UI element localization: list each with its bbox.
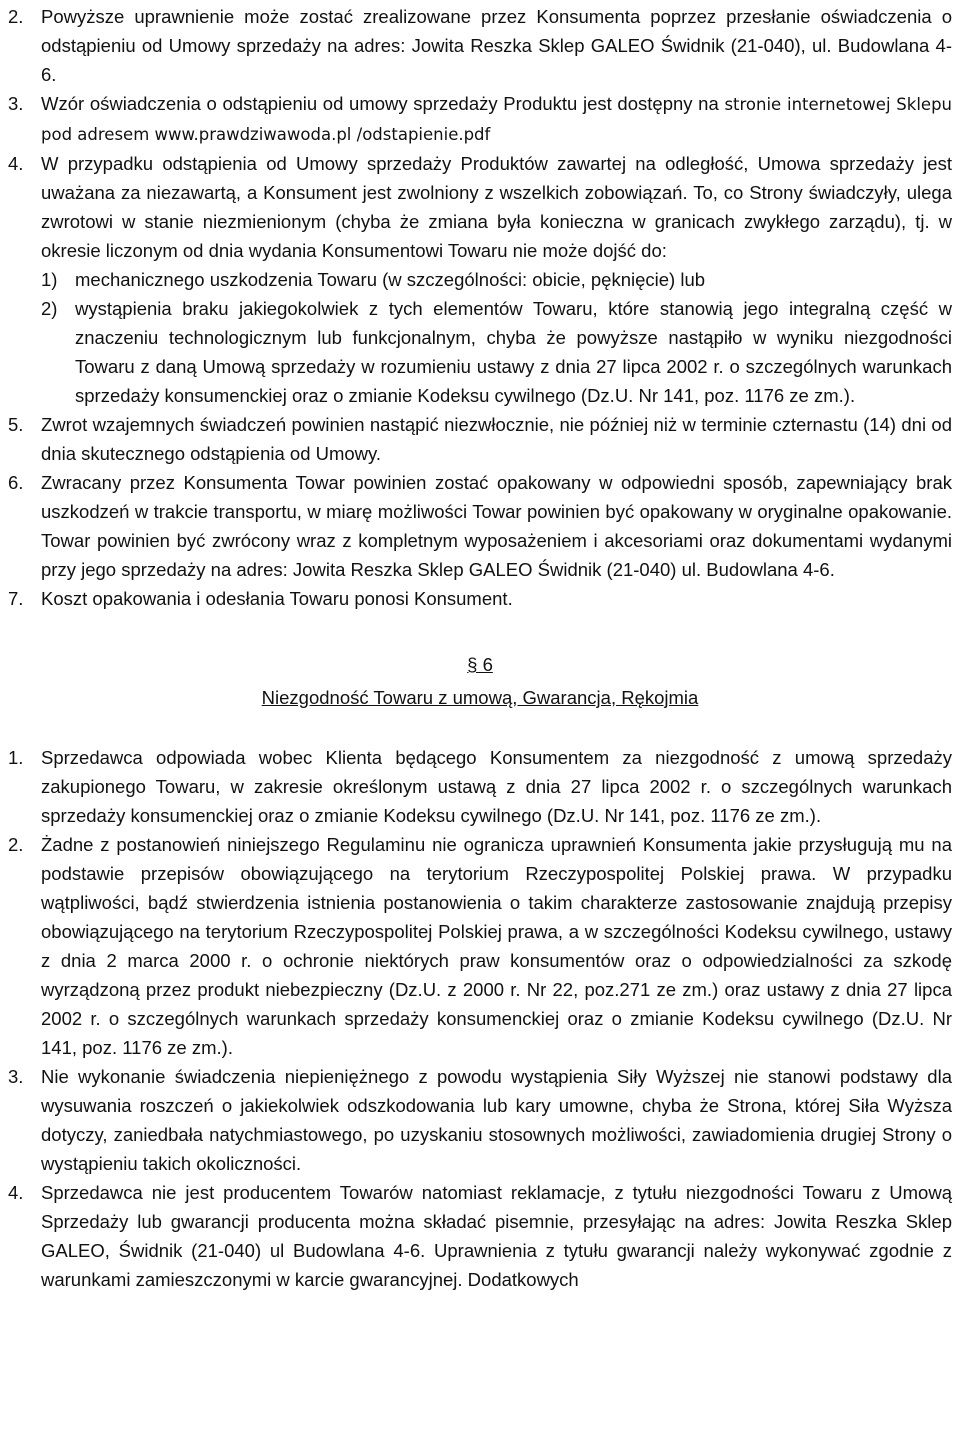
item-number: 7. <box>8 588 24 609</box>
item-text-url: stronie internetowej Sklepu pod adresem www.prawdziwawoda.pl /odstapienie.pdf <box>41 95 953 144</box>
item-text: Żadne z postanowień niniejszego Regulaminu nie ogranicza uprawnień Konsumenta jakie przysługują mu na podstawie przepisów obowiązującego na terytorium Rzeczypospolitej Polskiej prawa. W przypadku wątpliwości, bądź stwierdzenia istnienia postanowienia o takim charakterze zastosowanie znajdują przepisy obowiązującego na terytorium Rzeczypospolitej Polskiej prawa, a w szczególności Kodeksu cywilnego, ustawy z dnia 2 marca 2000 r. o ochronie niektórych praw konsumentów oraz o odpowiedzialności za szkodę wyrządzoną przez produkt niebezpieczny (Dz.U. z 2000 r. Nr 22, poz.271 ze zm.) oraz ustawy z dnia 27 lipca 2002 r. o szczególnych warunkach sprzedaży konsumenckiej oraz o zmianie Kodeksu cywilnego (Dz.U. Nr 141, poz. 1176 ze zm.). <box>41 834 952 1058</box>
item-number: 1. <box>8 747 24 768</box>
item-text: Nie wykonanie świadczenia niepieniężnego z powodu wystąpienia Siły Wyższej nie stanowi podstawy dla wysuwania roszczeń o jakiekolwiek odszkodowania lub kary umowne, chyba że Strona, której Siła Wyższa dotyczy, zaniedbała natychmiastowego, po uzyskaniu stosownych możliwości, zawiadomienia drugiej Strony o wystąpieniu takich okoliczności. <box>41 1066 952 1174</box>
list-item-7 <box>8 584 952 613</box>
sub-item-1 <box>41 265 952 294</box>
item-text: Zwracany przez Konsumenta Towar powinien zostać opakowany w odpowiedni sposób, zapewniający brak uszkodzeń w trakcie transportu, w miarę możliwości Towar powinien być opakowany w oryginalne opakowanie. Towar powinien być zwrócony wraz z kompletnym wyposażeniem i akcesoriami oraz dokumentami wydanymi przy jego sprzedaży na adres: Jowita Reszka Sklep GALEO Świdnik (21-040) ul. Budowlana 4-6. <box>41 472 952 580</box>
item-number: 3. <box>8 93 24 114</box>
list-item-3 <box>8 89 952 149</box>
item-number: 4. <box>8 153 24 174</box>
item-text: Koszt opakowania i odesłania Towaru ponosi Konsument. <box>41 588 513 609</box>
sub-list <box>41 265 952 410</box>
sub-item-text: wystąpienia braku jakiegokolwiek z tych elementów Towaru, które stanowią jego integralną część w znaczeniu technologicznym lub funkcjonalnym, chyba że powyższe nastąpiło w wyniku niezgodności Towaru z daną Umową sprzedaży w rozumieniu ustawy z dnia 27 lipca 2002 r. o szczególnych warunkach sprzedaży konsumenckiej oraz o zmianie Kodeksu cywilnego (Dz.U. Nr 141, poz. 1176 ze zm.). <box>75 298 952 406</box>
item-text: Wzór oświadczenia o odstąpieniu od umowy sprzedaży Produktu jest dostępny na <box>41 93 719 114</box>
item-number: 2. <box>8 6 24 27</box>
sub-item-2 <box>41 294 952 410</box>
section-title: Niezgodność Towaru z umową, Gwarancja, Rękojmia <box>261 687 699 708</box>
section-number: § 6 <box>467 654 493 675</box>
item-number: 4. <box>8 1182 24 1203</box>
list-item-3 <box>8 1062 952 1178</box>
item-number: 5. <box>8 414 24 435</box>
list-item-6 <box>8 468 952 584</box>
list-item-5 <box>8 410 952 468</box>
item-text: Sprzedawca nie jest producentem Towarów natomiast reklamacje, z tytułu niezgodności Towaru z Umową Sprzedaży lub gwarancji producenta można składać pisemnie, przesyłając na adres: Jowita Reszka Sklep GALEO, Świdnik (21-040) ul Budowlana 4-6. Uprawnienia z tytułu gwarancji należy wykonywać zgodnie z warunkami zamieszczonymi w karcie gwarancyjnej. Dodatkowych <box>41 1182 952 1290</box>
list-item-1 <box>8 743 952 830</box>
item-text: Powyższe uprawnienie może zostać zrealizowane przez Konsumenta poprzez przesłanie oświadczenia o odstąpieniu od Umowy sprzedaży na adres: Jowita Reszka Sklep GALEO Świdnik (21-040), ul. Budowlana 4-6. <box>41 6 952 85</box>
item-text: Zwrot wzajemnych świadczeń powinien nastąpić niezwłocznie, nie później niż w terminie czternastu (14) dni od dnia skutecznego odstąpienia od Umowy. <box>41 414 952 464</box>
list-item-2 <box>8 830 952 1062</box>
item-number: 6. <box>8 472 24 493</box>
item-number: 3. <box>8 1066 24 1087</box>
item-text: Sprzedawca odpowiada wobec Klienta będącego Konsumentem za niezgodność z umową sprzedaży zakupionego Towaru, w zakresie określonym ustawą z dnia 27 lipca 2002 r. o szczególnych warunkach sprzedaży konsumenckiej oraz o zmianie Kodeksu cywilnego (Dz.U. Nr 141, poz. 1176 ze zm.). <box>41 747 952 826</box>
sub-item-number: 2) <box>41 298 58 319</box>
sub-item-number: 1) <box>41 269 58 290</box>
list-item-4 <box>8 149 952 410</box>
item-number: 2. <box>8 834 24 855</box>
section-heading <box>8 649 952 715</box>
item-text: W przypadku odstąpienia od Umowy sprzedaży Produktów zawartej na odległość, Umowa sprzedaży jest uważana za niezawartą, a Konsument jest zwolniony z wszelkich zobowiązań. To, co Strony świadczyły, ulega zwrotowi w stanie niezmienionym (chyba że zmiana była konieczna w granicach zwykłego zarządu), tj. w okresie liczonym od dnia wydania Konsumentowi Towaru nie może dojść do: <box>41 153 952 261</box>
list-item-4 <box>8 1178 952 1294</box>
list-item-2 <box>8 2 952 89</box>
sub-item-text: mechanicznego uszkodzenia Towaru (w szczególności: obicie, pęknięcie) lub <box>75 269 706 290</box>
